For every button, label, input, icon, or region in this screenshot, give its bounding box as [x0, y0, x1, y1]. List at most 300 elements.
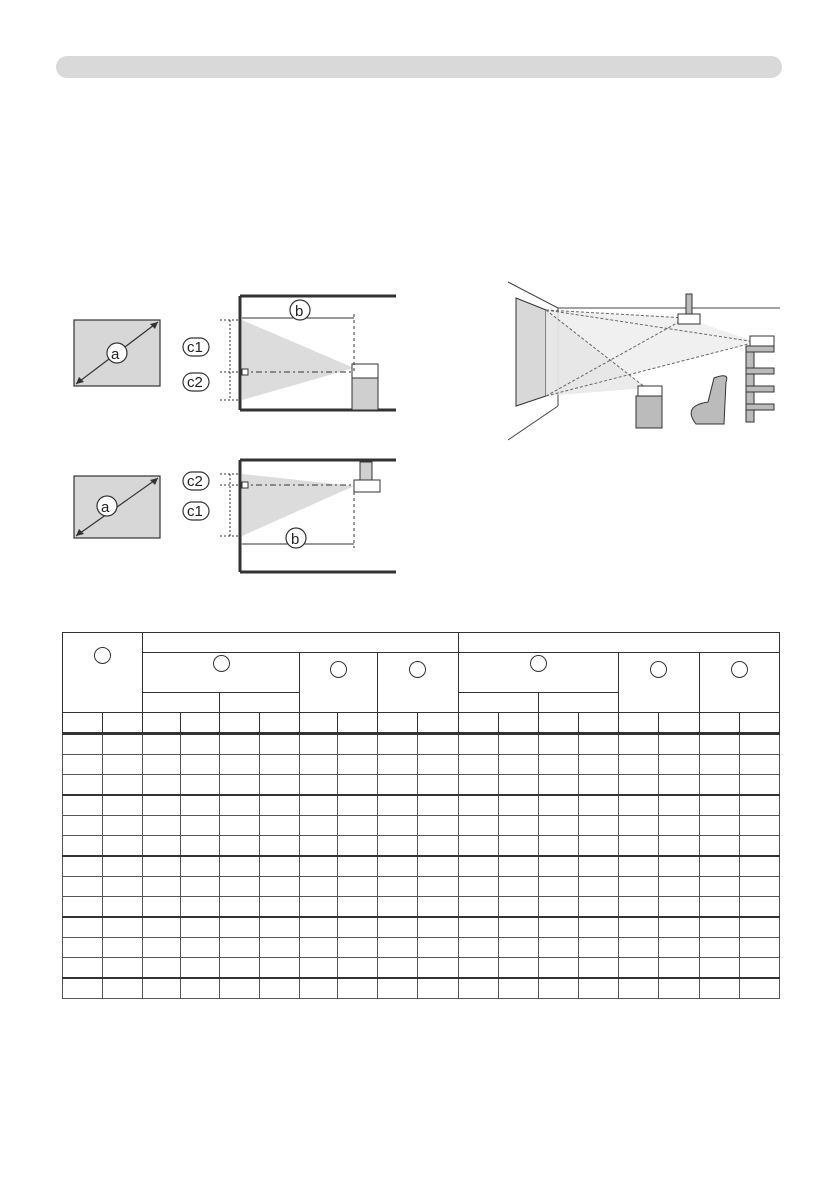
table-cell [219, 775, 259, 796]
table-cell [498, 795, 538, 816]
header-min-1 [143, 693, 219, 713]
table-cell [739, 877, 779, 897]
unit-cell [498, 713, 538, 734]
table-cell [579, 775, 619, 796]
table-cell [659, 775, 699, 796]
unit-cell [219, 713, 259, 734]
table-cell [299, 877, 337, 897]
table-cell [579, 917, 619, 938]
table-cell [378, 734, 418, 755]
table-cell [418, 734, 458, 755]
table-cell [498, 877, 538, 897]
table-cell [378, 958, 418, 979]
table-cell [699, 734, 739, 755]
table-cell [103, 856, 143, 877]
table-cell [739, 775, 779, 796]
label-c1-top: c1 [187, 339, 203, 356]
table-cell [338, 877, 378, 897]
table-row [63, 755, 780, 775]
table-cell [739, 755, 779, 775]
table-cell [338, 917, 378, 938]
table-cell [619, 734, 659, 755]
table-cell [103, 836, 143, 857]
unit-cell [619, 713, 659, 734]
table-cell [378, 856, 418, 877]
table-cell [219, 836, 259, 857]
floor-mount-diagram [70, 290, 400, 420]
table-cell [659, 856, 699, 877]
table-cell [739, 856, 779, 877]
table-cell [619, 836, 659, 857]
table-cell [619, 958, 659, 979]
table-cell [739, 897, 779, 918]
table-cell [219, 816, 259, 836]
table-cell [181, 734, 219, 755]
table-cell [498, 775, 538, 796]
unit-cell [538, 713, 578, 734]
table-cell [538, 775, 578, 796]
table-cell [338, 755, 378, 775]
header-offset-2a [619, 653, 699, 713]
table-cell [418, 958, 458, 979]
label-c1-bottom: c1 [187, 503, 203, 520]
table-cell [181, 775, 219, 796]
units-row [63, 713, 780, 734]
table-cell [538, 938, 578, 958]
table-cell [181, 917, 219, 938]
table-cell [458, 877, 498, 897]
table-cell [579, 978, 619, 999]
table-cell [103, 755, 143, 775]
table-cell [143, 856, 181, 877]
table-cell [619, 816, 659, 836]
circle-mark-c2b [731, 661, 748, 678]
table-cell [538, 836, 578, 857]
circle-mark-c2a [409, 661, 426, 678]
table-cell [103, 978, 143, 999]
table-cell [181, 755, 219, 775]
table-cell [299, 856, 337, 877]
table-cell [458, 938, 498, 958]
table-cell [699, 836, 739, 857]
table-cell [143, 795, 181, 816]
table-row [63, 856, 780, 877]
table-cell [378, 775, 418, 796]
table-cell [538, 795, 578, 816]
circle-mark-c1a [330, 661, 347, 678]
table-cell [103, 734, 143, 755]
table-cell [498, 856, 538, 877]
table-cell [498, 755, 538, 775]
table-cell [63, 775, 103, 796]
table-cell [378, 816, 418, 836]
table-cell [579, 856, 619, 877]
table-row [63, 938, 780, 958]
header-group-1 [143, 633, 458, 653]
table-cell [659, 917, 699, 938]
table-cell [338, 856, 378, 877]
table-cell [103, 816, 143, 836]
table-cell [338, 897, 378, 918]
table-cell [498, 978, 538, 999]
table-cell [579, 938, 619, 958]
table-cell [143, 917, 181, 938]
table-cell [219, 917, 259, 938]
table-cell [418, 897, 458, 918]
table-cell [619, 795, 659, 816]
table-cell [498, 836, 538, 857]
table-cell [259, 917, 299, 938]
table-cell [378, 755, 418, 775]
table-cell [378, 836, 418, 857]
table-cell [299, 734, 337, 755]
table-cell [458, 755, 498, 775]
table-cell [63, 938, 103, 958]
unit-cell [659, 713, 699, 734]
table-cell [219, 755, 259, 775]
table-cell [378, 938, 418, 958]
table-cell [259, 755, 299, 775]
table-cell [259, 816, 299, 836]
table-cell [579, 816, 619, 836]
table-row [63, 978, 780, 999]
unit-cell [378, 713, 418, 734]
table-row [63, 958, 780, 979]
table-cell [181, 897, 219, 918]
table-cell [619, 897, 659, 918]
projection-distance-table [62, 632, 780, 1002]
table-cell [103, 775, 143, 796]
table-cell [181, 836, 219, 857]
table-cell [259, 775, 299, 796]
table-cell [299, 917, 337, 938]
table-cell [699, 755, 739, 775]
table-cell [181, 978, 219, 999]
table-cell [259, 958, 299, 979]
table-cell [143, 938, 181, 958]
table-cell [538, 978, 578, 999]
table-cell [219, 795, 259, 816]
table-cell [63, 917, 103, 938]
table-cell [458, 734, 498, 755]
table-cell [579, 958, 619, 979]
table-cell [181, 795, 219, 816]
table-cell [659, 958, 699, 979]
table-row [63, 877, 780, 897]
unit-cell [299, 713, 337, 734]
table-cell [699, 897, 739, 918]
table-cell [143, 775, 181, 796]
table-cell [259, 734, 299, 755]
table-cell [219, 734, 259, 755]
table-cell [418, 938, 458, 958]
table-cell [659, 755, 699, 775]
table-cell [458, 836, 498, 857]
table-cell [579, 795, 619, 816]
table-cell [418, 816, 458, 836]
unit-cell [181, 713, 219, 734]
table-cell [299, 958, 337, 979]
table-cell [699, 978, 739, 999]
table-cell [299, 775, 337, 796]
table-cell [579, 836, 619, 857]
table-row [63, 836, 780, 857]
table-cell [143, 897, 181, 918]
table-cell [579, 755, 619, 775]
table-cell [418, 856, 458, 877]
section-header-bar [56, 56, 782, 78]
header-screen-size [63, 633, 143, 713]
table-cell [143, 755, 181, 775]
table-cell [219, 938, 259, 958]
table-cell [739, 938, 779, 958]
table-cell [299, 978, 337, 999]
table-cell [103, 897, 143, 918]
table-cell [103, 795, 143, 816]
header-max-1 [219, 693, 299, 713]
room-perspective-diagram [506, 278, 782, 444]
table-cell [219, 877, 259, 897]
label-b-top: b [295, 303, 304, 320]
table-cell [458, 978, 498, 999]
table-cell [63, 816, 103, 836]
table-row [63, 897, 780, 918]
table-cell [619, 755, 659, 775]
label-c2-top: c2 [187, 374, 203, 391]
unit-cell [739, 713, 779, 734]
table-cell [181, 938, 219, 958]
table-cell [659, 795, 699, 816]
table-cell [338, 938, 378, 958]
label-a-bottom: a [101, 499, 110, 516]
table-cell [699, 795, 739, 816]
circle-mark-c1b [650, 661, 667, 678]
table-cell [143, 877, 181, 897]
circle-mark-b1 [213, 655, 230, 672]
table-cell [458, 897, 498, 918]
table-cell [63, 978, 103, 999]
table-cell [103, 958, 143, 979]
table-cell [538, 755, 578, 775]
table-cell [378, 917, 418, 938]
header-group-2 [458, 633, 779, 653]
table-cell [103, 938, 143, 958]
table-cell [338, 836, 378, 857]
table-cell [103, 917, 143, 938]
table-cell [619, 917, 659, 938]
table-cell [338, 978, 378, 999]
table-cell [63, 856, 103, 877]
table-row [63, 816, 780, 836]
table-cell [739, 836, 779, 857]
table-cell [739, 978, 779, 999]
table-cell [659, 816, 699, 836]
header-offset-1a [299, 653, 377, 713]
table-cell [338, 734, 378, 755]
table-cell [538, 877, 578, 897]
unit-cell [63, 713, 103, 734]
table-cell [538, 917, 578, 938]
table-cell [418, 755, 458, 775]
table-cell [619, 877, 659, 897]
table-cell [338, 795, 378, 816]
table-cell [418, 877, 458, 897]
table-row [63, 775, 780, 796]
table-cell [259, 877, 299, 897]
table-cell [181, 877, 219, 897]
header-min-2 [458, 693, 538, 713]
label-c2-bottom: c2 [187, 473, 203, 490]
table-cell [63, 734, 103, 755]
table-cell [219, 856, 259, 877]
unit-cell [143, 713, 181, 734]
header-distance-2 [458, 653, 619, 693]
table-cell [338, 958, 378, 979]
table-cell [699, 877, 739, 897]
table-cell [619, 938, 659, 958]
table-cell [143, 836, 181, 857]
table-cell [619, 775, 659, 796]
table-cell [219, 897, 259, 918]
unit-cell [418, 713, 458, 734]
table-cell [418, 836, 458, 857]
table-cell [181, 958, 219, 979]
table-cell [299, 795, 337, 816]
table-cell [378, 978, 418, 999]
table-cell [219, 958, 259, 979]
table-cell [143, 978, 181, 999]
circle-mark-a [94, 647, 111, 664]
table-cell [538, 856, 578, 877]
table-cell [458, 816, 498, 836]
table-cell [259, 938, 299, 958]
table-cell [259, 856, 299, 877]
table-cell [498, 897, 538, 918]
table-cell [659, 877, 699, 897]
table-cell [299, 836, 337, 857]
table-cell [63, 897, 103, 918]
table-body [63, 734, 780, 999]
table-cell [538, 958, 578, 979]
table-cell [739, 734, 779, 755]
table-cell [338, 775, 378, 796]
table-cell [659, 734, 699, 755]
table-row [63, 734, 780, 755]
table-cell [458, 958, 498, 979]
table-row [63, 917, 780, 938]
table-cell [699, 856, 739, 877]
table-cell [338, 816, 378, 836]
table-cell [143, 734, 181, 755]
table-cell [103, 877, 143, 897]
table-cell [181, 816, 219, 836]
table-cell [299, 938, 337, 958]
table-cell [579, 897, 619, 918]
table-cell [378, 897, 418, 918]
table-cell [659, 836, 699, 857]
table-cell [659, 938, 699, 958]
table-cell [299, 816, 337, 836]
table-cell [63, 795, 103, 816]
table-cell [699, 938, 739, 958]
table-cell [259, 897, 299, 918]
table-cell [498, 816, 538, 836]
table-cell [699, 816, 739, 836]
unit-cell [458, 713, 498, 734]
table-cell [418, 795, 458, 816]
table-cell [63, 877, 103, 897]
table-cell [739, 795, 779, 816]
table-cell [458, 795, 498, 816]
table-cell [418, 917, 458, 938]
table-cell [699, 775, 739, 796]
table-cell [739, 917, 779, 938]
table-cell [418, 775, 458, 796]
table-cell [619, 856, 659, 877]
table-cell [498, 734, 538, 755]
table-cell [181, 856, 219, 877]
circle-mark-b2 [530, 655, 547, 672]
table-cell [259, 978, 299, 999]
unit-cell [338, 713, 378, 734]
table-cell [299, 755, 337, 775]
table-cell [63, 836, 103, 857]
table-cell [699, 958, 739, 979]
table-cell [538, 897, 578, 918]
table-cell [498, 938, 538, 958]
table-cell [378, 795, 418, 816]
header-offset-1b [378, 653, 458, 713]
header-offset-2b [699, 653, 780, 713]
table-cell [259, 795, 299, 816]
table-cell [579, 734, 619, 755]
header-max-2 [538, 693, 618, 713]
table-cell [299, 897, 337, 918]
unit-cell [259, 713, 299, 734]
table-cell [699, 917, 739, 938]
unit-cell [579, 713, 619, 734]
table-cell [378, 877, 418, 897]
label-a-top: a [111, 346, 120, 363]
label-b-bottom: b [291, 531, 300, 548]
table-cell [458, 856, 498, 877]
header-distance-1 [143, 653, 300, 693]
table-cell [739, 958, 779, 979]
ceiling-mount-diagram [70, 456, 400, 576]
table-cell [498, 958, 538, 979]
table-cell [143, 958, 181, 979]
table-cell [63, 755, 103, 775]
table-cell [418, 978, 458, 999]
table-cell [259, 836, 299, 857]
table-cell [579, 877, 619, 897]
table-cell [498, 917, 538, 938]
table-cell [739, 816, 779, 836]
table-cell [538, 734, 578, 755]
table-cell [538, 816, 578, 836]
unit-cell [103, 713, 143, 734]
table-cell [619, 978, 659, 999]
table-cell [458, 775, 498, 796]
table-cell [659, 978, 699, 999]
table-cell [458, 917, 498, 938]
table-cell [63, 958, 103, 979]
table-cell [143, 816, 181, 836]
unit-cell [699, 713, 739, 734]
table-row [63, 795, 780, 816]
table-cell [659, 897, 699, 918]
table-cell [219, 978, 259, 999]
